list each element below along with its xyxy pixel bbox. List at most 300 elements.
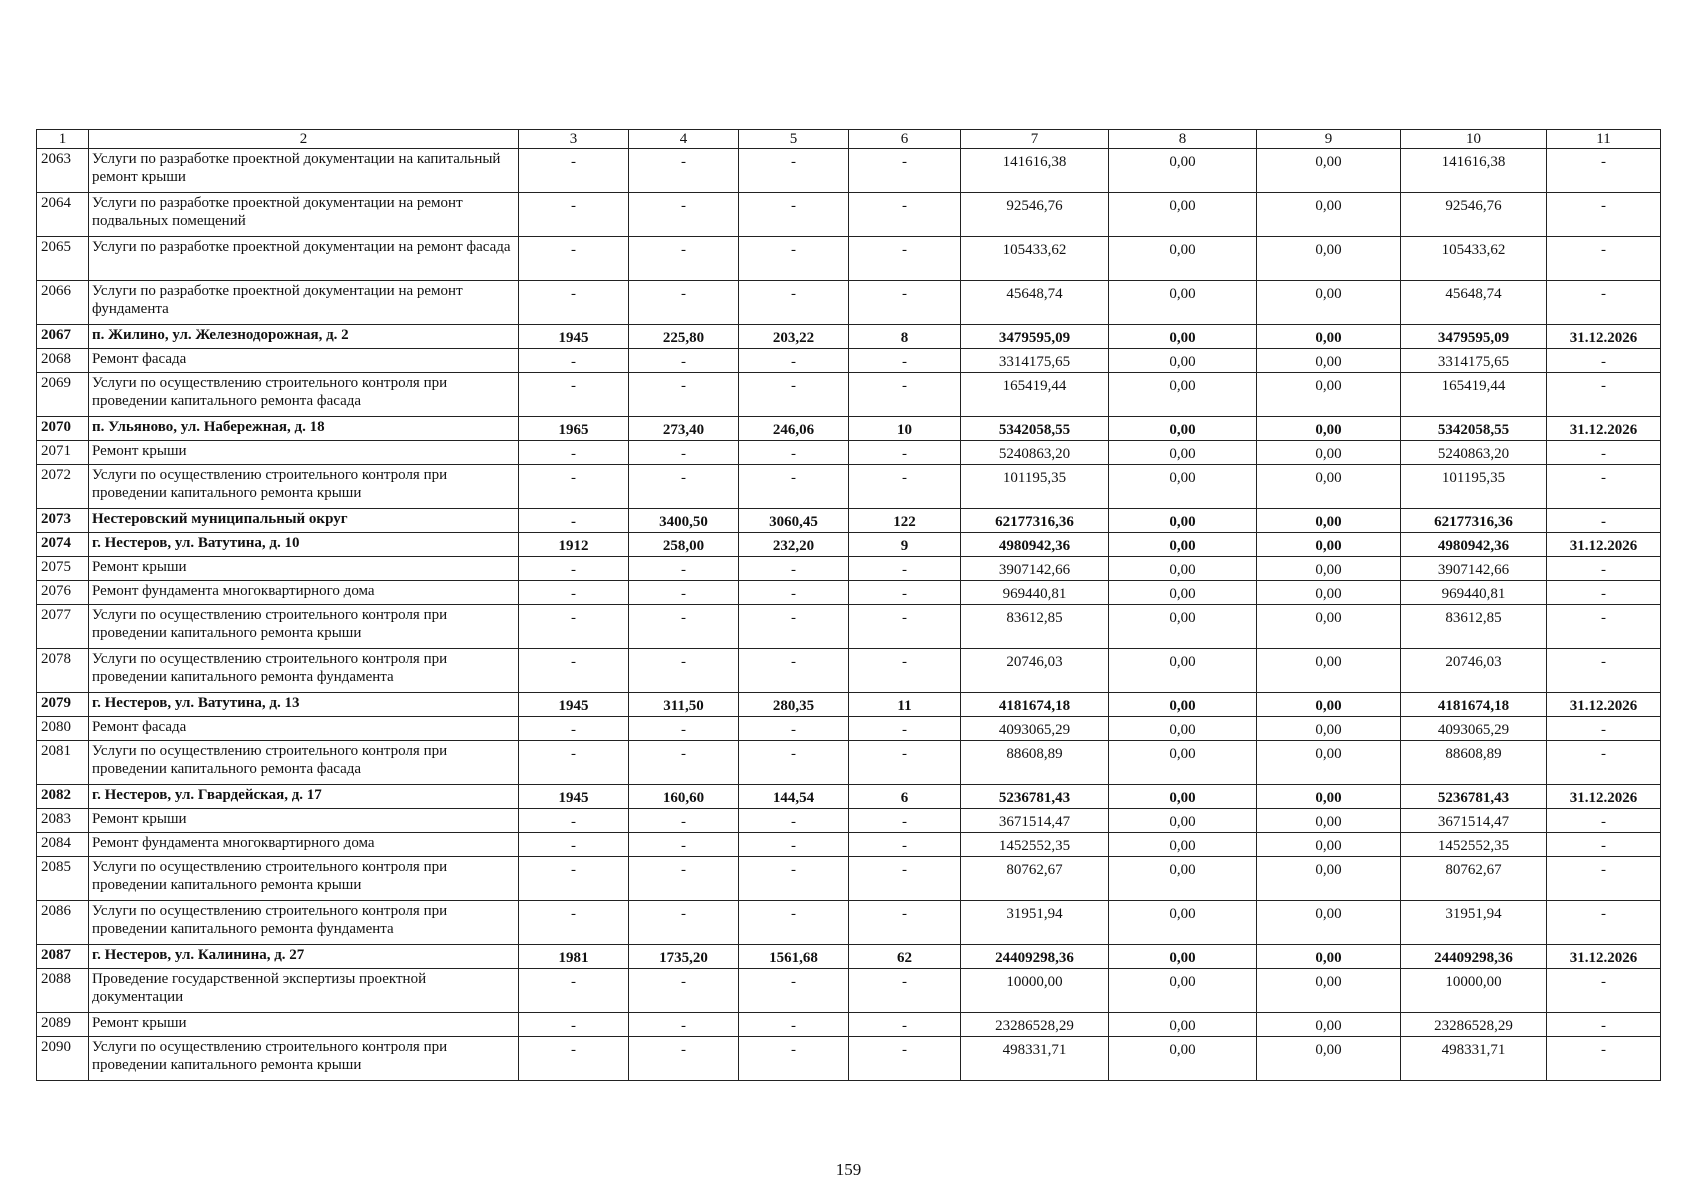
fund-cell: 0,00: [1109, 349, 1257, 373]
year-cell: -: [519, 441, 629, 465]
residents-cell: -: [849, 557, 961, 581]
year-cell: -: [519, 605, 629, 649]
fund-cell: 0,00: [1109, 417, 1257, 441]
year-cell: -: [519, 1037, 629, 1081]
column-number: 7: [961, 130, 1109, 149]
total-area-cell: -: [629, 605, 739, 649]
deadline-cell: -: [1547, 509, 1661, 533]
living-area-cell: -: [739, 717, 849, 741]
row-name: Услуги по осуществлению строительного контроля при проведении капитального ремонта фундамента: [89, 901, 519, 945]
owners-funds-cell: 88608,89: [1401, 741, 1547, 785]
total-cost-cell: 4093065,29: [961, 717, 1109, 741]
fund-cell: 0,00: [1109, 281, 1257, 325]
year-cell: -: [519, 901, 629, 945]
year-cell: -: [519, 237, 629, 281]
total-area-cell: 273,40: [629, 417, 739, 441]
table-row: [37, 605, 1661, 649]
living-area-cell: -: [739, 1013, 849, 1037]
owners-funds-cell: 5236781,43: [1401, 785, 1547, 809]
total-area-cell: -: [629, 901, 739, 945]
residents-cell: -: [849, 857, 961, 901]
living-area-cell: -: [739, 1037, 849, 1081]
owners-funds-cell: 3479595,09: [1401, 325, 1547, 349]
column-number: 5: [739, 130, 849, 149]
total-area-cell: -: [629, 373, 739, 417]
owners-funds-cell: 5342058,55: [1401, 417, 1547, 441]
residents-cell: -: [849, 741, 961, 785]
residents-cell: -: [849, 833, 961, 857]
living-area-cell: -: [739, 349, 849, 373]
column-number: 11: [1547, 130, 1661, 149]
owners-funds-cell: 141616,38: [1401, 149, 1547, 193]
budget-cell: 0,00: [1257, 533, 1401, 557]
year-cell: 1945: [519, 693, 629, 717]
deadline-cell: -: [1547, 149, 1661, 193]
living-area-cell: -: [739, 373, 849, 417]
table-row: [37, 785, 1661, 809]
owners-funds-cell: 101195,35: [1401, 465, 1547, 509]
residents-cell: -: [849, 901, 961, 945]
row-number: 2074: [37, 533, 89, 557]
column-number: 2: [89, 130, 519, 149]
budget-cell: 0,00: [1257, 857, 1401, 901]
budget-cell: 0,00: [1257, 605, 1401, 649]
total-area-cell: -: [629, 193, 739, 237]
living-area-cell: -: [739, 465, 849, 509]
row-name: Услуги по разработке проектной документации на капитальный ремонт крыши: [89, 149, 519, 193]
residents-cell: 10: [849, 417, 961, 441]
total-cost-cell: 92546,76: [961, 193, 1109, 237]
deadline-cell: -: [1547, 557, 1661, 581]
row-number: 2071: [37, 441, 89, 465]
living-area-cell: 232,20: [739, 533, 849, 557]
owners-funds-cell: 3314175,65: [1401, 349, 1547, 373]
residents-cell: -: [849, 193, 961, 237]
deadline-cell: 31.12.2026: [1547, 417, 1661, 441]
year-cell: -: [519, 649, 629, 693]
living-area-cell: -: [739, 281, 849, 325]
budget-cell: 0,00: [1257, 969, 1401, 1013]
budget-cell: 0,00: [1257, 741, 1401, 785]
row-number: 2066: [37, 281, 89, 325]
table-row: [37, 901, 1661, 945]
table-row: [37, 1013, 1661, 1037]
total-area-cell: -: [629, 809, 739, 833]
fund-cell: 0,00: [1109, 833, 1257, 857]
residents-cell: 9: [849, 533, 961, 557]
owners-funds-cell: 498331,71: [1401, 1037, 1547, 1081]
row-number: 2090: [37, 1037, 89, 1081]
row-number: 2069: [37, 373, 89, 417]
total-area-cell: -: [629, 149, 739, 193]
row-name: Услуги по осуществлению строительного контроля при проведении капитального ремонта крыши: [89, 465, 519, 509]
total-cost-cell: 3314175,65: [961, 349, 1109, 373]
total-area-cell: -: [629, 441, 739, 465]
row-number: 2073: [37, 509, 89, 533]
row-name: Услуги по разработке проектной документации на ремонт фундамента: [89, 281, 519, 325]
row-number: 2079: [37, 693, 89, 717]
table-row: [37, 717, 1661, 741]
row-number: 2067: [37, 325, 89, 349]
residents-cell: 62: [849, 945, 961, 969]
fund-cell: 0,00: [1109, 649, 1257, 693]
total-cost-cell: 3479595,09: [961, 325, 1109, 349]
budget-cell: 0,00: [1257, 281, 1401, 325]
fund-cell: 0,00: [1109, 441, 1257, 465]
total-area-cell: 1735,20: [629, 945, 739, 969]
budget-cell: 0,00: [1257, 1037, 1401, 1081]
owners-funds-cell: 165419,44: [1401, 373, 1547, 417]
deadline-cell: -: [1547, 717, 1661, 741]
total-cost-cell: 88608,89: [961, 741, 1109, 785]
total-cost-cell: 31951,94: [961, 901, 1109, 945]
budget-cell: 0,00: [1257, 693, 1401, 717]
year-cell: 1945: [519, 785, 629, 809]
budget-cell: 0,00: [1257, 945, 1401, 969]
total-cost-cell: 80762,67: [961, 857, 1109, 901]
row-number: 2070: [37, 417, 89, 441]
living-area-cell: -: [739, 557, 849, 581]
total-cost-cell: 141616,38: [961, 149, 1109, 193]
row-number: 2078: [37, 649, 89, 693]
row-number: 2081: [37, 741, 89, 785]
fund-cell: 0,00: [1109, 693, 1257, 717]
row-name: Ремонт фасада: [89, 717, 519, 741]
year-cell: -: [519, 741, 629, 785]
year-cell: -: [519, 1013, 629, 1037]
column-number: 8: [1109, 130, 1257, 149]
row-number: 2063: [37, 149, 89, 193]
total-cost-cell: 4980942,36: [961, 533, 1109, 557]
living-area-cell: -: [739, 969, 849, 1013]
row-name: Услуги по осуществлению строительного контроля при проведении капитального ремонта крыши: [89, 857, 519, 901]
total-area-cell: 160,60: [629, 785, 739, 809]
residents-cell: -: [849, 465, 961, 509]
budget-cell: 0,00: [1257, 833, 1401, 857]
budget-cell: 0,00: [1257, 325, 1401, 349]
deadline-cell: -: [1547, 193, 1661, 237]
row-number: 2085: [37, 857, 89, 901]
table-row: [37, 1037, 1661, 1081]
table-row: [37, 373, 1661, 417]
year-cell: -: [519, 465, 629, 509]
total-cost-cell: 165419,44: [961, 373, 1109, 417]
total-area-cell: -: [629, 833, 739, 857]
owners-funds-cell: 969440,81: [1401, 581, 1547, 605]
table-row: [37, 149, 1661, 193]
table-row: [37, 509, 1661, 533]
fund-cell: 0,00: [1109, 809, 1257, 833]
deadline-cell: 31.12.2026: [1547, 693, 1661, 717]
row-name: Ремонт крыши: [89, 557, 519, 581]
total-cost-cell: 969440,81: [961, 581, 1109, 605]
total-cost-cell: 83612,85: [961, 605, 1109, 649]
residents-cell: -: [849, 349, 961, 373]
year-cell: -: [519, 557, 629, 581]
fund-cell: 0,00: [1109, 509, 1257, 533]
year-cell: -: [519, 349, 629, 373]
total-cost-cell: 10000,00: [961, 969, 1109, 1013]
row-name: Ремонт фундамента многоквартирного дома: [89, 581, 519, 605]
year-cell: 1965: [519, 417, 629, 441]
fund-cell: 0,00: [1109, 237, 1257, 281]
year-cell: -: [519, 281, 629, 325]
owners-funds-cell: 4093065,29: [1401, 717, 1547, 741]
total-cost-cell: 3671514,47: [961, 809, 1109, 833]
living-area-cell: 246,06: [739, 417, 849, 441]
total-cost-cell: 4181674,18: [961, 693, 1109, 717]
column-number: 1: [37, 130, 89, 149]
total-cost-cell: 3907142,66: [961, 557, 1109, 581]
table-row: [37, 325, 1661, 349]
row-number: 2068: [37, 349, 89, 373]
deadline-cell: -: [1547, 969, 1661, 1013]
total-area-cell: 225,80: [629, 325, 739, 349]
owners-funds-cell: 83612,85: [1401, 605, 1547, 649]
row-name: Услуги по разработке проектной документации на ремонт подвальных помещений: [89, 193, 519, 237]
deadline-cell: -: [1547, 373, 1661, 417]
owners-funds-cell: 3671514,47: [1401, 809, 1547, 833]
total-area-cell: 311,50: [629, 693, 739, 717]
register-table: [36, 129, 1661, 1081]
row-number: 2089: [37, 1013, 89, 1037]
table-row: [37, 533, 1661, 557]
column-number: 4: [629, 130, 739, 149]
residents-cell: -: [849, 441, 961, 465]
total-cost-cell: 101195,35: [961, 465, 1109, 509]
total-area-cell: -: [629, 717, 739, 741]
row-name: Услуги по осуществлению строительного контроля при проведении капитального ремонта крыши: [89, 1037, 519, 1081]
row-number: 2076: [37, 581, 89, 605]
owners-funds-cell: 3907142,66: [1401, 557, 1547, 581]
deadline-cell: -: [1547, 649, 1661, 693]
deadline-cell: -: [1547, 441, 1661, 465]
living-area-cell: -: [739, 605, 849, 649]
total-area-cell: -: [629, 281, 739, 325]
residents-cell: 122: [849, 509, 961, 533]
budget-cell: 0,00: [1257, 809, 1401, 833]
living-area-cell: 144,54: [739, 785, 849, 809]
fund-cell: 0,00: [1109, 149, 1257, 193]
living-area-cell: 1561,68: [739, 945, 849, 969]
deadline-cell: -: [1547, 1037, 1661, 1081]
budget-cell: 0,00: [1257, 1013, 1401, 1037]
residents-cell: -: [849, 237, 961, 281]
table-row: [37, 237, 1661, 281]
deadline-cell: -: [1547, 349, 1661, 373]
residents-cell: -: [849, 581, 961, 605]
table-row: [37, 557, 1661, 581]
table-row: [37, 945, 1661, 969]
table-row: [37, 741, 1661, 785]
living-area-cell: -: [739, 809, 849, 833]
owners-funds-cell: 92546,76: [1401, 193, 1547, 237]
total-area-cell: -: [629, 857, 739, 901]
row-name: г. Нестеров, ул. Калинина, д. 27: [89, 945, 519, 969]
total-cost-cell: 5236781,43: [961, 785, 1109, 809]
residents-cell: -: [849, 373, 961, 417]
fund-cell: 0,00: [1109, 373, 1257, 417]
fund-cell: 0,00: [1109, 785, 1257, 809]
year-cell: -: [519, 833, 629, 857]
total-cost-cell: 105433,62: [961, 237, 1109, 281]
fund-cell: 0,00: [1109, 581, 1257, 605]
year-cell: -: [519, 809, 629, 833]
budget-cell: 0,00: [1257, 581, 1401, 605]
year-cell: -: [519, 717, 629, 741]
deadline-cell: -: [1547, 1013, 1661, 1037]
living-area-cell: -: [739, 649, 849, 693]
table-row: [37, 857, 1661, 901]
row-name: Ремонт крыши: [89, 441, 519, 465]
deadline-cell: -: [1547, 741, 1661, 785]
row-number: 2064: [37, 193, 89, 237]
deadline-cell: 31.12.2026: [1547, 945, 1661, 969]
deadline-cell: -: [1547, 901, 1661, 945]
fund-cell: 0,00: [1109, 717, 1257, 741]
row-name: г. Нестеров, ул. Ватутина, д. 10: [89, 533, 519, 557]
residents-cell: 6: [849, 785, 961, 809]
row-number: 2075: [37, 557, 89, 581]
residents-cell: 8: [849, 325, 961, 349]
fund-cell: 0,00: [1109, 1013, 1257, 1037]
deadline-cell: -: [1547, 465, 1661, 509]
table-body: [37, 149, 1661, 1081]
deadline-cell: -: [1547, 281, 1661, 325]
row-name: Услуги по осуществлению строительного контроля при проведении капитального ремонта фундамента: [89, 649, 519, 693]
fund-cell: 0,00: [1109, 325, 1257, 349]
row-name: Ремонт фундамента многоквартирного дома: [89, 833, 519, 857]
row-number: 2083: [37, 809, 89, 833]
row-name: п. Ульяново, ул. Набережная, д. 18: [89, 417, 519, 441]
row-name: Ремонт фасада: [89, 349, 519, 373]
residents-cell: -: [849, 969, 961, 1013]
total-cost-cell: 5342058,55: [961, 417, 1109, 441]
living-area-cell: -: [739, 149, 849, 193]
table-row: [37, 833, 1661, 857]
total-cost-cell: 20746,03: [961, 649, 1109, 693]
row-number: 2084: [37, 833, 89, 857]
living-area-cell: 3060,45: [739, 509, 849, 533]
year-cell: -: [519, 969, 629, 1013]
residents-cell: -: [849, 809, 961, 833]
deadline-cell: -: [1547, 605, 1661, 649]
table-row: [37, 581, 1661, 605]
total-area-cell: -: [629, 649, 739, 693]
living-area-cell: -: [739, 237, 849, 281]
row-name: Ремонт крыши: [89, 809, 519, 833]
total-cost-cell: 1452552,35: [961, 833, 1109, 857]
owners-funds-cell: 23286528,29: [1401, 1013, 1547, 1037]
budget-cell: 0,00: [1257, 465, 1401, 509]
table-row: [37, 349, 1661, 373]
year-cell: 1981: [519, 945, 629, 969]
row-name: Ремонт крыши: [89, 1013, 519, 1037]
deadline-cell: -: [1547, 809, 1661, 833]
column-number: 9: [1257, 130, 1401, 149]
total-area-cell: -: [629, 969, 739, 1013]
living-area-cell: -: [739, 441, 849, 465]
residents-cell: -: [849, 281, 961, 325]
table-row: [37, 649, 1661, 693]
owners-funds-cell: 45648,74: [1401, 281, 1547, 325]
row-name: Нестеровский муниципальный округ: [89, 509, 519, 533]
owners-funds-cell: 10000,00: [1401, 969, 1547, 1013]
living-area-cell: -: [739, 193, 849, 237]
year-cell: -: [519, 509, 629, 533]
total-cost-cell: 45648,74: [961, 281, 1109, 325]
deadline-cell: 31.12.2026: [1547, 533, 1661, 557]
table-row: [37, 281, 1661, 325]
row-name: Услуги по осуществлению строительного контроля при проведении капитального ремонта фасада: [89, 373, 519, 417]
year-cell: 1912: [519, 533, 629, 557]
total-cost-cell: 24409298,36: [961, 945, 1109, 969]
deadline-cell: -: [1547, 237, 1661, 281]
residents-cell: -: [849, 605, 961, 649]
total-area-cell: -: [629, 465, 739, 509]
row-number: 2082: [37, 785, 89, 809]
deadline-cell: 31.12.2026: [1547, 785, 1661, 809]
budget-cell: 0,00: [1257, 417, 1401, 441]
residents-cell: -: [849, 1013, 961, 1037]
table-row: [37, 969, 1661, 1013]
budget-cell: 0,00: [1257, 237, 1401, 281]
budget-cell: 0,00: [1257, 149, 1401, 193]
table-row: [37, 693, 1661, 717]
owners-funds-cell: 4980942,36: [1401, 533, 1547, 557]
row-number: 2088: [37, 969, 89, 1013]
row-name: г. Нестеров, ул. Ватутина, д. 13: [89, 693, 519, 717]
budget-cell: 0,00: [1257, 509, 1401, 533]
row-name: Услуги по разработке проектной документации на ремонт фасада: [89, 237, 519, 281]
row-name: г. Нестеров, ул. Гвардейская, д. 17: [89, 785, 519, 809]
owners-funds-cell: 31951,94: [1401, 901, 1547, 945]
residents-cell: 11: [849, 693, 961, 717]
living-area-cell: -: [739, 581, 849, 605]
living-area-cell: -: [739, 901, 849, 945]
budget-cell: 0,00: [1257, 785, 1401, 809]
fund-cell: 0,00: [1109, 533, 1257, 557]
owners-funds-cell: 105433,62: [1401, 237, 1547, 281]
total-cost-cell: 62177316,36: [961, 509, 1109, 533]
row-number: 2087: [37, 945, 89, 969]
deadline-cell: -: [1547, 857, 1661, 901]
year-cell: -: [519, 373, 629, 417]
row-name: Услуги по осуществлению строительного контроля при проведении капитального ремонта крыши: [89, 605, 519, 649]
fund-cell: 0,00: [1109, 741, 1257, 785]
total-area-cell: -: [629, 349, 739, 373]
deadline-cell: -: [1547, 833, 1661, 857]
budget-cell: 0,00: [1257, 557, 1401, 581]
owners-funds-cell: 24409298,36: [1401, 945, 1547, 969]
budget-cell: 0,00: [1257, 193, 1401, 237]
total-area-cell: -: [629, 237, 739, 281]
fund-cell: 0,00: [1109, 969, 1257, 1013]
deadline-cell: -: [1547, 581, 1661, 605]
residents-cell: -: [849, 717, 961, 741]
owners-funds-cell: 20746,03: [1401, 649, 1547, 693]
living-area-cell: 280,35: [739, 693, 849, 717]
row-name: Проведение государственной экспертизы проектной документации: [89, 969, 519, 1013]
page-number: 159: [835, 1160, 862, 1179]
row-name: Услуги по осуществлению строительного контроля при проведении капитального ремонта фасада: [89, 741, 519, 785]
year-cell: -: [519, 857, 629, 901]
living-area-cell: -: [739, 833, 849, 857]
fund-cell: 0,00: [1109, 945, 1257, 969]
budget-cell: 0,00: [1257, 373, 1401, 417]
total-area-cell: -: [629, 1013, 739, 1037]
fund-cell: 0,00: [1109, 901, 1257, 945]
